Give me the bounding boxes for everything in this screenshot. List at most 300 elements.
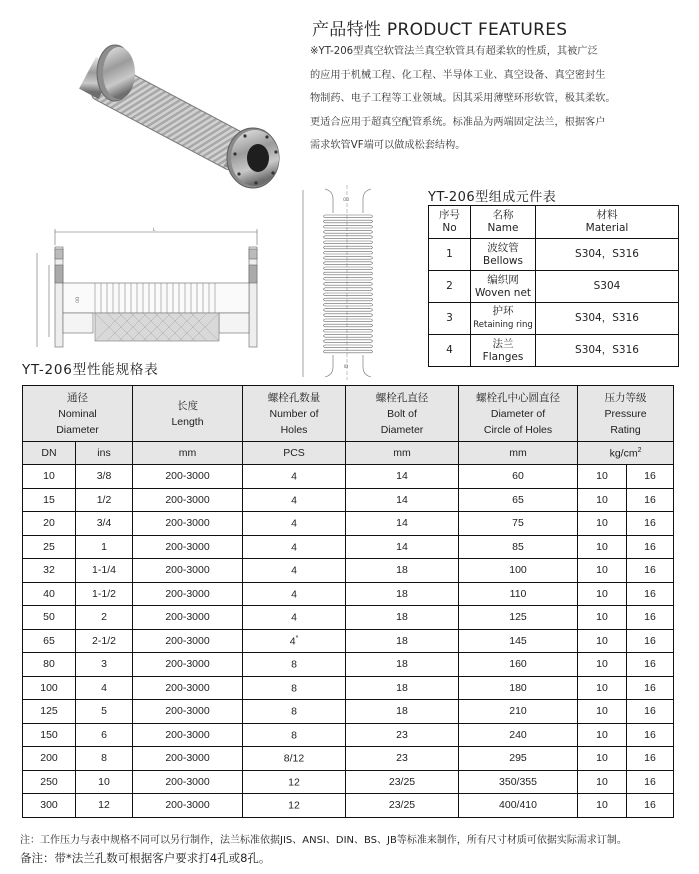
- spec-value: 50: [43, 611, 55, 624]
- spec-cell-holes: [243, 465, 346, 489]
- spec-cell-length: [133, 723, 243, 747]
- spec-value: 200-3000: [165, 799, 210, 812]
- spec-cell-p2: [627, 794, 674, 818]
- spec-cell-ins: [76, 629, 133, 653]
- bellows-rib: [324, 241, 373, 244]
- spec-cell-holes: [243, 535, 346, 559]
- spec-cell-holes: [243, 770, 346, 794]
- spec-cell-bolt: [346, 582, 459, 606]
- spec-value: 65: [512, 493, 524, 506]
- spec-cell-bolt: [346, 512, 459, 536]
- bellows-rib: [324, 314, 373, 317]
- header-name-cn: 名称: [492, 209, 514, 221]
- header-number-of-holes: [243, 386, 346, 442]
- spec-cell-length: [133, 629, 243, 653]
- spec-cell-p1: [578, 723, 627, 747]
- header-material-en: Material: [585, 222, 629, 234]
- bellows-rib: [324, 303, 373, 306]
- spec-cell-p2: [627, 465, 674, 489]
- spec-row: [23, 676, 674, 700]
- features-line: 更适合应用于超真空配管系统。标准品为两端固定法兰，根据客户: [310, 116, 606, 128]
- spec-cell-length: [133, 676, 243, 700]
- spec-value: 10: [596, 728, 608, 741]
- spec-value: 18: [396, 564, 408, 577]
- spec-cell-circle: [459, 747, 578, 771]
- bellows-rib: [324, 309, 373, 312]
- spec-cell-holes: [243, 794, 346, 818]
- header-no-en: No: [442, 222, 457, 234]
- spec-cell-bolt: [346, 770, 459, 794]
- bellows-rib: [324, 220, 373, 223]
- spec-row: [23, 465, 674, 489]
- spec-value: 300: [40, 799, 58, 812]
- spec-value: 10: [596, 470, 608, 483]
- component-name: [471, 303, 536, 335]
- spec-cell-p2: [627, 723, 674, 747]
- spec-value: 20: [43, 517, 55, 530]
- spec-value: 14: [396, 540, 408, 553]
- spec-value: 180: [509, 681, 527, 694]
- spec-value: 110: [509, 587, 527, 600]
- spec-value: 200-3000: [165, 775, 210, 788]
- header-name-en: Name: [487, 222, 519, 234]
- features-line: ※YT-206型真空软管法兰真空软管具有超柔软的性质，其被广泛: [310, 46, 598, 57]
- unit-dn: DN: [23, 442, 76, 465]
- header-text: Bolt of: [387, 407, 417, 420]
- spec-value: 16: [644, 634, 656, 647]
- spec-cell-holes: [243, 629, 346, 653]
- header-text: 螺栓孔直径: [375, 391, 429, 404]
- spec-cell-p2: [627, 770, 674, 794]
- spec-cell-holes: [243, 488, 346, 512]
- spec-cell-ins: [76, 465, 133, 489]
- spec-cell-p1: [578, 488, 627, 512]
- spec-value: 4: [291, 564, 297, 577]
- spec-table-title: YT-206型性能规格表: [22, 362, 159, 378]
- spec-cell-dn: [23, 606, 76, 630]
- spec-value: 150: [40, 728, 58, 741]
- spec-value: 16: [644, 540, 656, 553]
- spec-value: 75: [512, 517, 524, 530]
- spec-value: 125: [40, 705, 58, 718]
- spec-value: 250: [40, 775, 58, 788]
- spec-cell-ins: [76, 723, 133, 747]
- spec-value: 8/12: [283, 752, 305, 765]
- unit-pressure-text: kg/cm: [609, 447, 638, 460]
- spec-row: [23, 700, 674, 724]
- spec-cell-bolt: [346, 606, 459, 630]
- header-material-cn: 材料: [596, 209, 618, 221]
- spec-value: 12: [288, 799, 300, 812]
- spec-cell-bolt: [346, 629, 459, 653]
- spec-cell-dn: [23, 747, 76, 771]
- spec-value: 2: [101, 611, 107, 624]
- spec-value: 210: [509, 705, 527, 718]
- spec-value: 14: [396, 493, 408, 506]
- header-text: Length: [171, 415, 204, 428]
- spec-cell-length: [133, 465, 243, 489]
- bellows-rib: [324, 277, 373, 280]
- id-label-bottom: ID: [344, 364, 349, 369]
- spec-cell-p1: [578, 770, 627, 794]
- spec-cell-ins: [76, 582, 133, 606]
- spec-cell-ins: [76, 512, 133, 536]
- spec-value: 200-3000: [165, 705, 210, 718]
- spec-row: [23, 653, 674, 677]
- spec-value: 10: [596, 587, 608, 600]
- spec-value: 8: [291, 658, 297, 671]
- spec-cell-dn: [23, 700, 76, 724]
- spec-value: 12: [98, 799, 110, 812]
- spec-value: 8: [101, 752, 107, 765]
- header-text: Diameter of: [490, 407, 546, 420]
- spec-cell-dn: [23, 723, 76, 747]
- spec-value: 16: [644, 470, 656, 483]
- unit-ins: ins: [76, 442, 133, 465]
- spec-value: 1: [101, 540, 107, 553]
- spec-value: 8: [291, 729, 297, 741]
- spec-cell-holes: [243, 559, 346, 583]
- component-name: [471, 271, 536, 303]
- spec-cell-dn: [23, 465, 76, 489]
- bellows-rib: [324, 262, 373, 265]
- spec-cell-p2: [627, 488, 674, 512]
- component-name-en: Bellows: [483, 254, 523, 267]
- spec-value: 18: [396, 681, 408, 694]
- component-name-cn: 波纹管: [487, 241, 519, 254]
- spec-cell-bolt: [346, 535, 459, 559]
- bellows-rib: [324, 340, 373, 343]
- spec-value: 145: [509, 634, 527, 647]
- header-text: Diameter: [56, 423, 99, 436]
- spec-row: [23, 559, 674, 583]
- component-name-en: Flanges: [482, 350, 524, 363]
- spec-cell-circle: [459, 653, 578, 677]
- spec-cell-bolt: [346, 559, 459, 583]
- spec-value: 1-1/4: [92, 564, 116, 577]
- component-material: S304，S316: [536, 239, 679, 271]
- spec-cell-bolt: [346, 676, 459, 700]
- spec-cell-dn: [23, 559, 76, 583]
- spec-value: 10: [596, 540, 608, 553]
- bellows-rib: [324, 319, 373, 322]
- spec-cell-holes: [243, 676, 346, 700]
- spec-value: 200-3000: [165, 752, 210, 765]
- spec-cell-dn: [23, 676, 76, 700]
- spec-cell-ins: [76, 770, 133, 794]
- spec-value: 1/2: [96, 493, 112, 506]
- spec-cell-p1: [578, 794, 627, 818]
- spec-value: 16: [644, 705, 656, 718]
- spec-value: 200-3000: [165, 564, 210, 577]
- flange-left: [97, 45, 135, 101]
- spec-value: 10: [596, 681, 608, 694]
- spec-cell-p1: [578, 700, 627, 724]
- component-material: S304，S316: [536, 335, 679, 367]
- spec-value: 23/25: [388, 799, 416, 812]
- bellows-rib: [324, 288, 373, 291]
- bellows-drawing: [295, 185, 400, 380]
- bellows-rib: [324, 246, 373, 249]
- unit-holes: PCS: [243, 442, 346, 465]
- spec-value: 10: [596, 799, 608, 812]
- spec-value: 8: [291, 705, 297, 718]
- flange-hose-drawing: [25, 225, 270, 350]
- component-name: [471, 335, 536, 367]
- flange-right: [227, 128, 279, 188]
- header-text: 长度: [177, 399, 199, 412]
- spec-value: 18: [396, 634, 408, 647]
- spec-cell-dn: [23, 629, 76, 653]
- header-name: [471, 206, 536, 239]
- header-text: Pressure: [604, 407, 647, 420]
- spec-cell-p1: [578, 559, 627, 583]
- spec-cell-p1: [578, 465, 627, 489]
- component-material: S304: [536, 271, 679, 303]
- spec-value: 295: [509, 752, 527, 765]
- header-text: 压力等级: [604, 391, 647, 404]
- header-text: Circle of Holes: [483, 423, 553, 436]
- spec-value: 6: [101, 728, 107, 741]
- spec-cell-bolt: [346, 723, 459, 747]
- spec-cell-p1: [578, 512, 627, 536]
- spec-cell-p2: [627, 629, 674, 653]
- spec-row: [23, 747, 674, 771]
- bellows-rib: [324, 215, 373, 218]
- spec-cell-dn: [23, 653, 76, 677]
- spec-value: 4: [101, 681, 107, 694]
- spec-cell-circle: [459, 582, 578, 606]
- bellows-rib: [324, 345, 373, 348]
- spec-value: 16: [644, 681, 656, 694]
- header-no: [429, 206, 471, 239]
- spec-value: 4: [291, 494, 297, 506]
- component-name-cn: 编织网: [487, 273, 519, 286]
- spec-value: 1-1/2: [92, 587, 116, 600]
- spec-cell-ins: [76, 535, 133, 559]
- spec-cell-p1: [578, 582, 627, 606]
- spec-value: 15: [43, 493, 55, 506]
- spec-cell-circle: [459, 700, 578, 724]
- spec-value: 23: [396, 752, 408, 765]
- bellows-rib: [324, 293, 373, 296]
- spec-value: 200-3000: [165, 517, 210, 530]
- spec-cell-circle: [459, 488, 578, 512]
- spec-cell-length: [133, 770, 243, 794]
- features-line: 物制药、电子工程等工业领域。因其采用薄壁环形软管，极其柔软。: [310, 93, 616, 105]
- component-name-en: Woven net: [474, 286, 532, 299]
- od-label-top: OD: [343, 197, 350, 202]
- component-name: [471, 239, 536, 271]
- unit-circle: mm: [459, 442, 578, 465]
- spec-cell-dn: [23, 794, 76, 818]
- spec-value: 200-3000: [165, 658, 210, 671]
- spec-cell-p2: [627, 606, 674, 630]
- spec-value: 23: [396, 728, 408, 741]
- spec-cell-length: [133, 653, 243, 677]
- spec-row: [23, 723, 674, 747]
- spec-value: 16: [644, 611, 656, 624]
- spec-cell-circle: [459, 676, 578, 700]
- bellows-ribs: [324, 215, 373, 353]
- spec-value: 4: [291, 470, 297, 483]
- spec-cell-length: [133, 535, 243, 559]
- spec-cell-bolt: [346, 794, 459, 818]
- spec-row: [23, 629, 674, 653]
- spec-value: 23/25: [388, 775, 416, 788]
- bellows-rib: [324, 236, 373, 239]
- spec-cell-circle: [459, 606, 578, 630]
- bellows-rib: [324, 324, 373, 327]
- spec-table-body: [23, 465, 674, 818]
- features-line: 需求软管VF端可以做成松套结构。: [310, 140, 466, 152]
- spec-cell-length: [133, 488, 243, 512]
- length-label: L: [153, 227, 156, 232]
- header-material: [536, 206, 679, 239]
- components-row: [429, 271, 679, 303]
- spec-value: 65: [43, 634, 55, 647]
- bellows-rib: [324, 267, 373, 270]
- spec-cell-dn: [23, 512, 76, 536]
- spec-table: [22, 385, 674, 818]
- spec-cell-dn: [23, 582, 76, 606]
- spec-value: 10: [596, 517, 608, 530]
- spec-value: 3/4: [96, 517, 112, 530]
- header-circle-diameter: [459, 386, 578, 442]
- spec-value: 4: [291, 611, 297, 624]
- components-header-row: [429, 206, 679, 239]
- spec-row: [23, 770, 674, 794]
- spec-value: 8: [291, 682, 297, 694]
- spec-value: 85: [512, 540, 524, 553]
- bellows-rib: [324, 257, 373, 260]
- spec-row: [23, 488, 674, 512]
- spec-cell-ins: [76, 559, 133, 583]
- components-row: [429, 303, 679, 335]
- spec-cell-p1: [578, 747, 627, 771]
- components-table-title: YT-206型组成元件表: [428, 190, 557, 205]
- bellows-rib: [324, 283, 373, 286]
- spec-cell-holes: [243, 582, 346, 606]
- spec-cell-ins: [76, 488, 133, 512]
- spec-cell-bolt: [346, 465, 459, 489]
- spec-cell-p2: [627, 582, 674, 606]
- spec-value: 10: [596, 611, 608, 624]
- header-length: [133, 386, 243, 442]
- spec-value: 240: [509, 728, 527, 741]
- bellows-rib: [324, 251, 373, 254]
- spec-value: 18: [396, 658, 408, 671]
- spec-value: 200-3000: [165, 470, 210, 483]
- spec-value: 200-3000: [165, 681, 210, 694]
- spec-cell-circle: [459, 770, 578, 794]
- bellows-rib: [324, 231, 373, 234]
- spec-cell-ins: [76, 606, 133, 630]
- bellows-rib: [324, 298, 373, 301]
- spec-value: 160: [509, 658, 527, 671]
- bellows-rib: [324, 335, 373, 338]
- spec-cell-holes: [243, 653, 346, 677]
- spec-cell-length: [133, 794, 243, 818]
- spec-cell-holes: [243, 723, 346, 747]
- spec-value: 18: [396, 705, 408, 718]
- od-label: OD: [75, 296, 80, 303]
- spec-cell-circle: [459, 629, 578, 653]
- features-title: 产品特性 PRODUCT FEATURES: [312, 20, 568, 40]
- spec-row: [23, 512, 674, 536]
- spec-value: 350/355: [499, 775, 537, 788]
- spec-value: 4: [291, 541, 297, 553]
- spec-value: 16: [644, 752, 656, 765]
- spec-value: 4: [289, 635, 296, 647]
- spec-cell-circle: [459, 535, 578, 559]
- spec-cell-dn: [23, 535, 76, 559]
- spec-value: 16: [644, 799, 656, 812]
- spec-value: 10: [596, 564, 608, 577]
- spec-value: 32: [43, 564, 55, 577]
- bellows-rib: [324, 225, 373, 228]
- spec-cell-bolt: [346, 488, 459, 512]
- spec-unit-row: [23, 442, 674, 465]
- spec-cell-length: [133, 559, 243, 583]
- spec-value: 10: [596, 634, 608, 647]
- spec-cell-p1: [578, 676, 627, 700]
- header-text: Number of: [269, 407, 319, 420]
- spec-value: 40: [43, 587, 55, 600]
- spec-cell-bolt: [346, 747, 459, 771]
- spec-value: 25: [43, 540, 55, 553]
- spec-cell-p2: [627, 653, 674, 677]
- header-text: 螺栓孔数量: [267, 391, 321, 404]
- spec-value: 200-3000: [165, 493, 210, 506]
- spec-cell-holes: [243, 700, 346, 724]
- spec-cell-length: [133, 700, 243, 724]
- spec-value: 16: [644, 564, 656, 577]
- spec-value: 200-3000: [165, 587, 210, 600]
- spec-value: 10: [43, 470, 55, 483]
- component-material: S304，S316: [536, 303, 679, 335]
- spec-cell-p2: [627, 535, 674, 559]
- spec-cell-circle: [459, 559, 578, 583]
- spec-cell-p1: [578, 653, 627, 677]
- spec-cell-circle: [459, 723, 578, 747]
- footnote-mark: *: [295, 634, 299, 642]
- spec-value: 200-3000: [165, 611, 210, 624]
- spec-value: 18: [396, 611, 408, 624]
- spec-value: 60: [512, 470, 524, 483]
- spec-value: 14: [396, 470, 408, 483]
- bellows-rib: [324, 329, 373, 332]
- spec-cell-ins: [76, 676, 133, 700]
- header-text: 通径: [67, 391, 88, 404]
- spec-row: [23, 535, 674, 559]
- spec-cell-ins: [76, 747, 133, 771]
- spec-value: 3: [101, 658, 107, 671]
- spec-value: 10: [596, 705, 608, 718]
- spec-cell-holes: [243, 747, 346, 771]
- components-row: [429, 239, 679, 271]
- spec-cell-p2: [627, 747, 674, 771]
- header-text: Diameter: [380, 423, 424, 436]
- product-photo: [55, 40, 280, 190]
- component-no: 2: [429, 271, 471, 303]
- spec-value: 12: [288, 776, 300, 788]
- spec-cell-ins: [76, 794, 133, 818]
- spec-value: 80: [43, 658, 55, 671]
- bellows-rib: [324, 272, 373, 275]
- component-no: 1: [429, 239, 471, 271]
- component-no: 4: [429, 335, 471, 367]
